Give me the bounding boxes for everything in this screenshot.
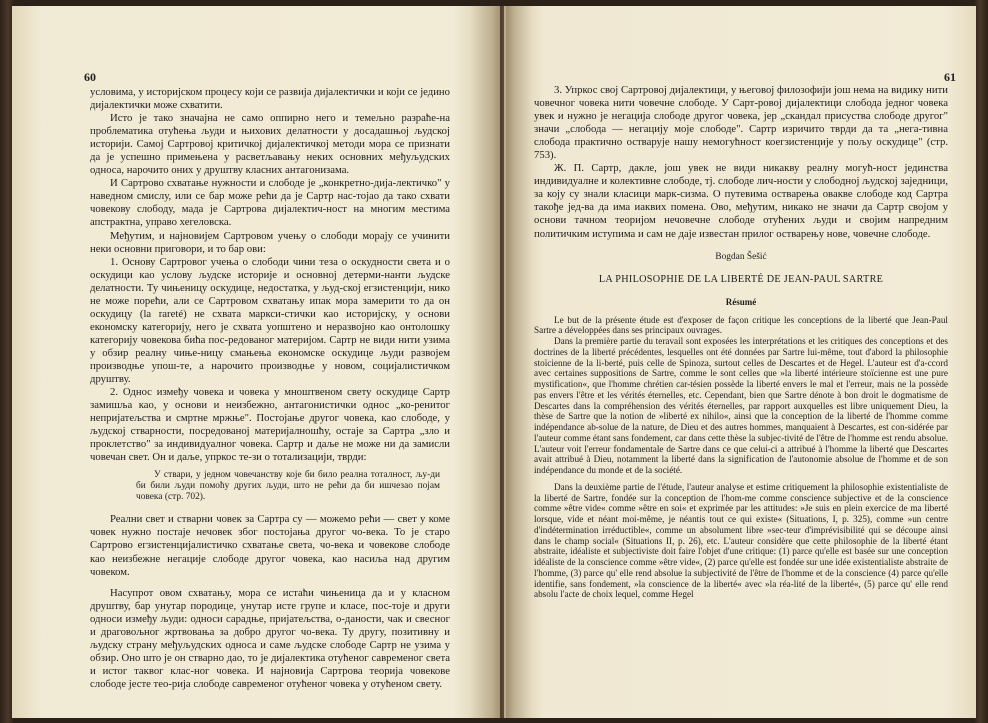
right-page (504, 6, 976, 718)
page-number-right: 61 (944, 70, 956, 84)
author-name: Bogdan Šešić (715, 251, 767, 262)
right-page-body (534, 84, 948, 600)
paragraph: 3. Упркос свој Сартровој дијалектици, у његовој филозофији још нема на видику нити човечног човека нити човечне слободе. У Сарт-ровој дијалектици слобода једног човека увек и нужно је негација слободе другог човека, јер „скандал присуства слободе другог" значи „слобода — негацију моје слободе". Сартр изричито тврди да та „нега-тивна слобода практично остварује нашу немогућност коегзистенције у пољу оскудице" (стр. 753). (534, 84, 948, 162)
paragraph: 2. Однос између човека и човека у мноштвеном свету оскудице Сартр замишља као, у основи и неизбежно, антагонистички однос „ко-ренитог непријатељства и смртне мржње". Постојање другог човека, као слободе, у људској стварности, посредованој материјалношћу, остаје за Сартра „зло и проклетство" за индивидуалног човека. Сартр и даље не може ни да замисли човечан свет. Он и даље, упркос те-зи о тотализацији, тврди: (90, 386, 450, 464)
resume-paragraph: Dans la première partie du teravail sont exposées les interprétations et les critiques des conceptions et des doctrines de la liberté précédentes, lesquelles ont été données par Sartre lui-même, tout d'abord la philosophie stoïcienne de la li-berté, puis celle de Spinoza, surtout celles de Descartes et de Hegel. L'auteur est d'a-ccord avec certaines suppositions de Sartre, comme le sont celles que »la liberté intérieure stoïcienne est une pure mystification«, que l'homme chrétien car-tésien possède la liberté envers le mal et l'erreur, mais ne la possède pas envers l'être et les vérités éternelles, etc. Cependant, bien que Sartre dénote à bon droit le dogmatisme de Descartes dans la compréhension des vérités éternelles, par rapport auxquelles est libre uniquement Dieu, la thèse de Sartre que la notion de »liberté ex nihilo«, ainsi que la conception de la liberté de l'homme comme indépendance ab-solue de la nature, de Dieu et des autres hommes, manquaient à Descartes, est con-sidérée par l'auteur comme étant sans fondement, car dans cette thèse la subjec-tivité de l'être de l'homme est rendu absolue. L'auteur voit l'erreur fondamentale de Sartre dans ce que celui-ci a attribué à l'homme la liberté que Descartes avait attribué à Dieu, notamment la liberté dans la signification de l'autonomie absolue de l'homme et de son indépendance du monde et de la société. (534, 336, 948, 476)
resume-heading: Résumé (725, 296, 757, 307)
paragraph: И Сартрово схватање нужности и слободе је „конкретно-дија-лектичко" у наведном смислу, или се бар може рећи да је Сартр нас-тојао да тако схвати човекову слободу, мада је Сартрова дијалектич-ност на многим местима апстрактна, управо хегеловска. (90, 177, 450, 229)
page-number-left: 60 (84, 70, 96, 84)
paragraph: Реални свет и стварни човек за Сартра су — можемо рећи — свет у коме човек нужно постаје нечовек због постојања другог чо-века. То је старо Сартрово егзистенцијалистичко схватање света, чо-века и човекове слободе као неизбежне негације слободе другог човека, као насиља над другим човеком. (90, 513, 450, 578)
paragraph: Насупрот овом схватању, мора се истаћи чињеница да и у класном друштву, бар унутар породице, унутар исте групе и класе, пос-тоје и други односи између људи: односи сарадње, пријатељства, о-даности, чак и свесног и драговољног жртвовања за добро другог чо-века. Ту другу, позитивну и људску страну међуљудских односа и саме људске слободе Сартр не узима у обзир. Оно што је он стварно дао, то је дијалектика отућеног савременог света и истог таквог клас-ног човека. И најновија Сартрова теорија човекове слободе јесте теo-рија слободе савременог отућеног човека у отућеном свету. (90, 586, 450, 690)
paragraph: условима, у историјском процесу који се развија дијалектички и који се једино дијалектички може схватити. (90, 86, 450, 112)
resume-paragraph: Dans la deuxième partie de l'étude, l'auteur analyse et estime critiquement la philosophie existentialiste de la liberté de Sartre, fondée sur la conception de l'hom-me comme conscience subjective et de la conscience comme »être vide« comme »être en soi« et exprimée par les attitudes: »Je suis en plein exercice de ma liberté lorsque, vide et néant moi-même, je néantis tout ce qui existe« (Situations, I, p. 325), comme »un centre d'indétermination irréductible«, comme un absolument libre »sec-teur d'imprévisibilité qui se découpe ainsi dans le champ social« (Situations II, p. 26), etc. L'auteur considère que cette philosophie de la liberté étant abstraite, idéaliste et subjectiviste doit faire l'objet d'une critique: (1) parce qu'elle est basée sur une conception idéaliste de la conscience comme »être vide«, (2) parce qu'elle est fondée sur une idée existentialiste abstraite de l'homme, (3) parce qu' elle rend absolue la subjectivité de l'être de l'homme et de la conscience (4) parce qu'elle identifie, sans fondement, »la conscience de la liberté« avec »la réa-lité de la liberté«, (5) parce qu' elle rend absolu l'acte de choix lequel, comme Hegel (534, 481, 948, 600)
paragraph: Исто је тако значајна не само оппирно него и темељно разраће-на проблематика отућења људи и њихових делатности у досадашњој људској историји. Самој Сартровој критичкој дијалектичкој методи мора се признати да је успешно примењена у расветљавању неких основних међуљудских односа, нарочито оних у друштву класних антагонизама. (90, 112, 450, 177)
resume-paragraph: Le but de la présente étude est d'exposer de façon critique les conceptions de la liberté que Jean-Paul Sartre a développées dans ses principaux ouvrages. (534, 314, 948, 336)
paragraph: Ж. П. Сартр, дакле, још увек не види никакву реалну могућ-ност јединства индивидуалне и колективне слободе, тј. слободе лич-ности у слободној људској заједници, за коју су знали класици марк-сизма. О путевима остварења овакве слободе код Сартра такође јед-ва да има иаквих помена. Ово, међутим, никако не значи да Сартр својом у основи тачном теоријом нечовечне слободе отућених људи и својим напредним политичким иступима и сам не даје известан прилог остварењу нове, човечне слободе. (534, 162, 948, 240)
article-title: LA PHILOSOPHIE DE LA LIBERTÉ DE JEAN-PAUL SARTRE (598, 273, 884, 285)
left-page (12, 6, 502, 718)
paragraph: Међутим, и најновијем Сартровом учењу о слободи морају се учинити неки основни приговори, и то бар ови: (90, 229, 450, 255)
paragraph: 1. Основу Сартровог учења о слободи чини теза о оскудности света и о оскудици као услову људске историје и основној детерми-нанти људске делатности. Ту чињеницу оскудице, недостатка, у људ-ској егзистенцији, нико не може порећи, али се Сартровом схватању ипак мора замерити то да он оскудицу (la rareté) не схвата маркси-стички као историјску, у основи економску категорију, него је схвата уопштено и неразвојно као онтолошку категорију човекова бића пос-редованог материјом. Сартр не види нити узима у обзир реалну чиње-ницу смањења економске оскудице људи развојем производње упош-те, а нарочито производње у новом, социјалистичком друштву. (90, 255, 450, 386)
left-page-body (90, 86, 450, 691)
block-quote: У ствари, у једном човечанству које би било реална тоталност, љу-ди би били људи помоћу других људи, што не рећи да би ишчезао појам човека (стр. 702). (136, 470, 440, 503)
